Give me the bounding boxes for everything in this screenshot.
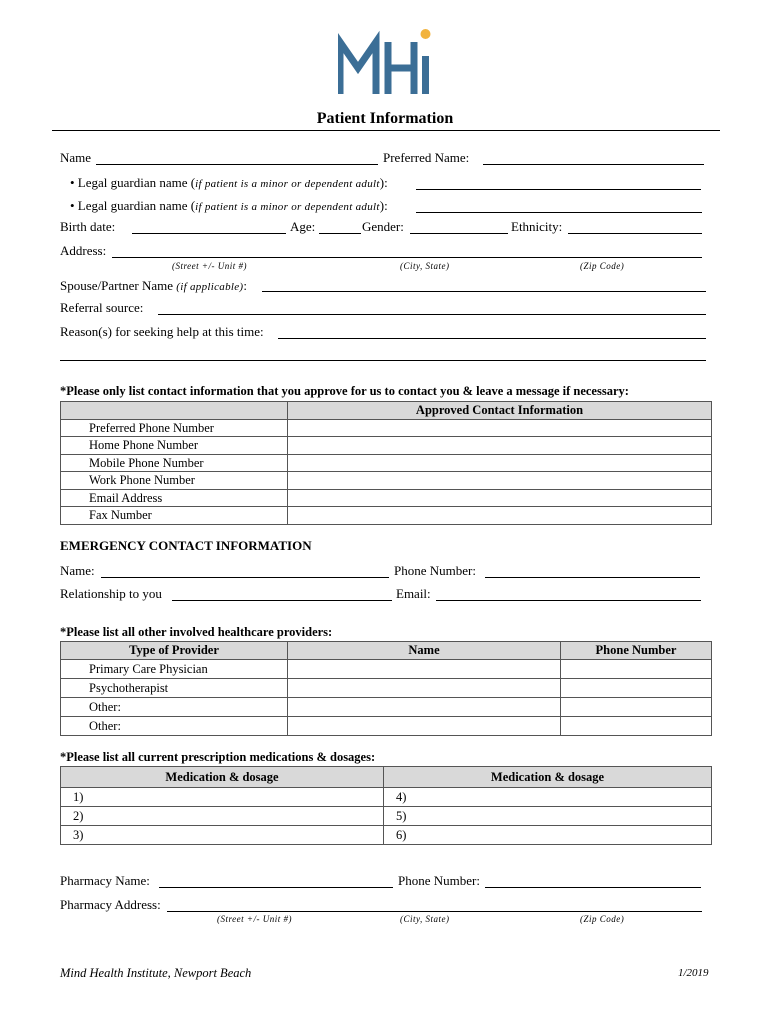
providers-instruction: *Please list all other involved healthcare providers: [60, 625, 333, 639]
address-street-hint: (Street +/- Unit #) [172, 261, 247, 271]
contact-header-blank [61, 402, 288, 420]
contact-value-cell[interactable] [288, 454, 712, 472]
pharmacy-address-label: Pharmacy Address: [60, 897, 161, 912]
contact-value-cell[interactable] [288, 437, 712, 455]
table-row: 2) 5) [61, 807, 712, 826]
guardian-label-2: • Legal guardian name (if patient is a minor or dependent adult): [70, 198, 388, 213]
gender-label: Gender: [362, 219, 404, 234]
contact-instruction: *Please only list contact information that you approve for us to contact you & leave a message if necessary: [60, 384, 629, 398]
address-zip-hint: (Zip Code) [580, 261, 625, 271]
pharmacy-name-label: Pharmacy Name: [60, 873, 150, 888]
preferred-name-label: Preferred Name: [383, 150, 470, 165]
providers-header-type: Type of Provider [61, 642, 288, 660]
table-row: Primary Care Physician [61, 659, 712, 678]
table-row: Preferred Phone Number [61, 419, 712, 437]
table-row: Home Phone Number [61, 437, 712, 455]
emergency-phone-label: Phone Number: [394, 563, 476, 578]
relationship-label: Relationship to you [60, 586, 162, 601]
gender-field[interactable] [410, 233, 508, 234]
birth-date-label: Birth date: [60, 219, 116, 234]
pharmacy-name-field[interactable] [159, 887, 393, 888]
provider-phone-cell[interactable] [561, 659, 712, 678]
emergency-email-field[interactable] [436, 600, 701, 601]
pharmacy-city-hint: (City, State) [400, 914, 450, 924]
footer-date: 1/2019 [678, 967, 709, 979]
name-field[interactable] [96, 164, 378, 165]
emergency-phone-field[interactable] [485, 577, 700, 578]
name-label: Name [60, 150, 92, 165]
contact-value-cell[interactable] [288, 472, 712, 490]
page-title: Patient Information [316, 110, 454, 127]
ethnicity-label: Ethnicity: [511, 219, 563, 234]
contact-value-cell[interactable] [288, 489, 712, 507]
contact-table [60, 401, 712, 525]
table-row: Work Phone Number [61, 472, 712, 490]
birth-date-field[interactable] [132, 233, 286, 234]
guardian-field-2[interactable] [416, 212, 702, 213]
meds-header-left: Medication & dosage [61, 767, 384, 788]
referral-field[interactable] [158, 314, 706, 315]
provider-name-cell[interactable] [288, 659, 561, 678]
provider-name-cell[interactable] [288, 716, 561, 735]
provider-phone-cell[interactable] [561, 678, 712, 697]
provider-name-cell[interactable] [288, 678, 561, 697]
contact-value-cell[interactable] [288, 419, 712, 437]
title-rule [52, 130, 720, 131]
address-field[interactable] [112, 257, 702, 258]
guardian-field-1[interactable] [416, 189, 701, 190]
provider-name-cell[interactable] [288, 697, 561, 716]
age-label: Age: [290, 219, 316, 234]
reason-label: Reason(s) for seeking help at this time: [60, 324, 264, 339]
emergency-name-field[interactable] [101, 577, 389, 578]
referral-label: Referral source: [60, 300, 144, 315]
pharmacy-phone-field[interactable] [485, 887, 701, 888]
address-label: Address: [60, 243, 107, 258]
pharmacy-street-hint: (Street +/- Unit #) [217, 914, 292, 924]
emergency-name-label: Name: [60, 563, 95, 578]
pharmacy-address-field[interactable] [167, 911, 702, 912]
meds-table [60, 766, 712, 845]
provider-phone-cell[interactable] [561, 716, 712, 735]
meds-instruction: *Please list all current prescription medications & dosages: [60, 750, 376, 764]
table-row: Other: [61, 697, 712, 716]
table-row: Fax Number [61, 507, 712, 525]
spouse-field[interactable] [262, 291, 706, 292]
table-row: Other: [61, 716, 712, 735]
guardian-label-1: • Legal guardian name (if patient is a minor or dependent adult): [70, 175, 388, 190]
address-city-hint: (City, State) [400, 261, 450, 271]
pharmacy-phone-label: Phone Number: [398, 873, 480, 888]
provider-phone-cell[interactable] [561, 697, 712, 716]
providers-header-name: Name [288, 642, 561, 660]
table-row: Email Address [61, 489, 712, 507]
age-field[interactable] [319, 233, 361, 234]
reason-field-2[interactable] [60, 360, 706, 361]
ethnicity-field[interactable] [568, 233, 702, 234]
table-row: 1) 4) [61, 788, 712, 807]
contact-value-cell[interactable] [288, 507, 712, 525]
contact-header: Approved Contact Information [288, 402, 712, 420]
emergency-email-label: Email: [396, 586, 431, 601]
relationship-field[interactable] [172, 600, 392, 601]
pharmacy-zip-hint: (Zip Code) [580, 914, 625, 924]
table-row: 3) 6) [61, 826, 712, 845]
providers-header-phone: Phone Number [561, 642, 712, 660]
mhi-logo [338, 28, 434, 96]
emergency-heading: EMERGENCY CONTACT INFORMATION [60, 538, 312, 553]
meds-header-right: Medication & dosage [384, 767, 712, 788]
spouse-label: Spouse/Partner Name (if applicable): [60, 278, 248, 293]
footer-org: Mind Health Institute, Newport Beach [60, 966, 252, 980]
reason-field-1[interactable] [278, 338, 706, 339]
table-row: Mobile Phone Number [61, 454, 712, 472]
preferred-name-field[interactable] [483, 164, 704, 165]
providers-table [60, 641, 712, 736]
table-row: Psychotherapist [61, 678, 712, 697]
